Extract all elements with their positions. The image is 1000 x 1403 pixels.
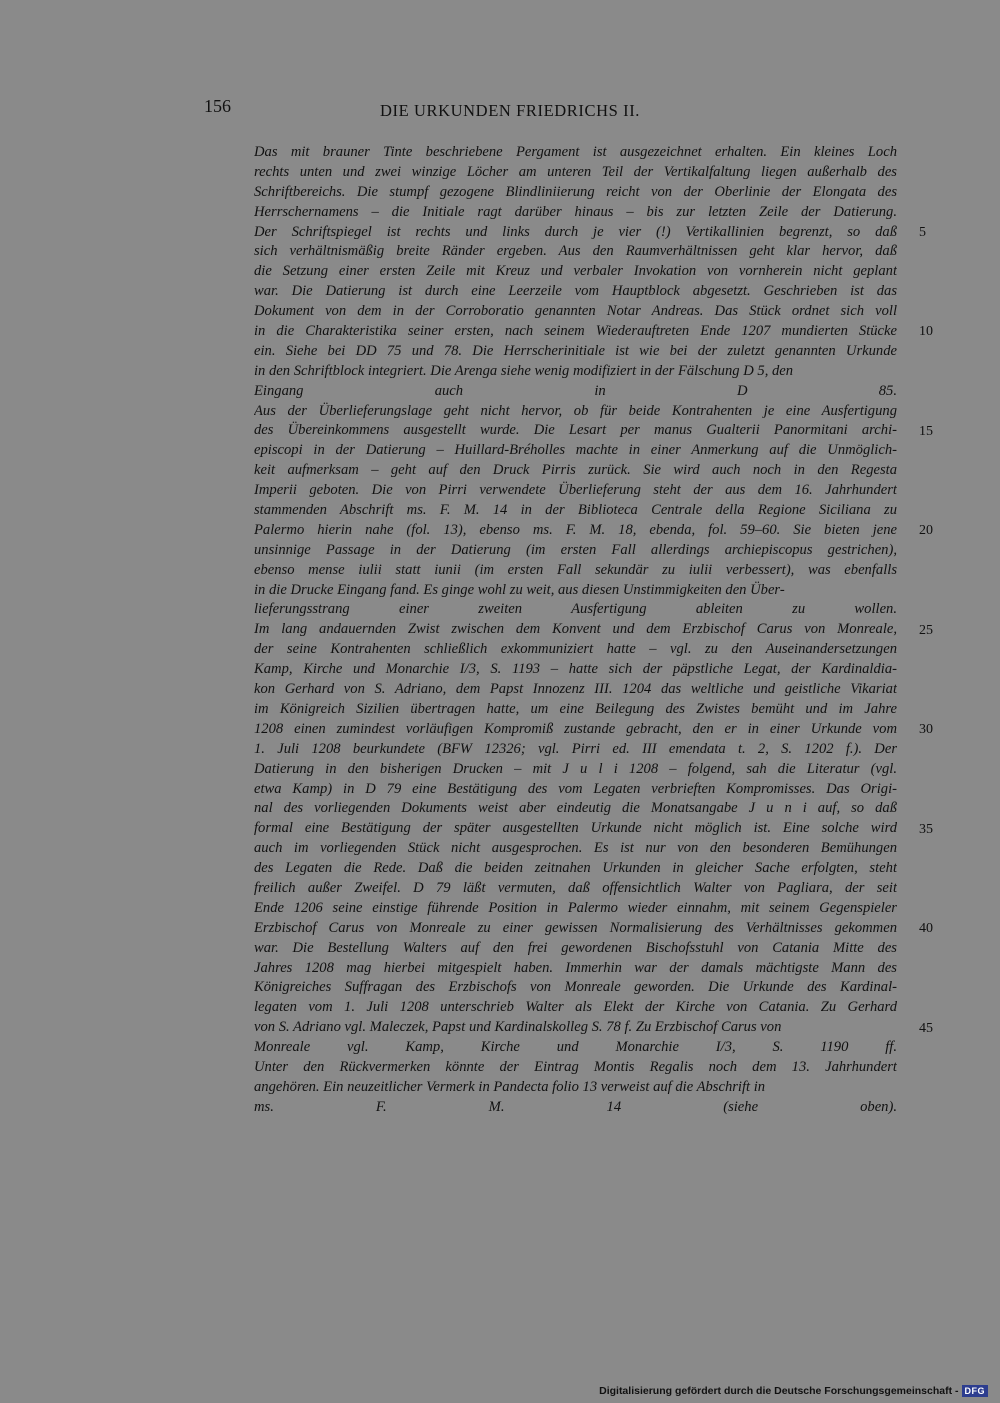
text-line: rechts unten und zwei winzige Löcher am unteren Teil der Vertikalfaltung liegen außerhalb des [254,163,897,180]
text-line: im Königreich Sizilien übertragen hatte, um eine Beilegung des Zwistes bemüht und im Jahre [254,700,897,717]
text-line: des Übereinkommens ausgestellt wurde. Die Lesart per manus Gualterii Panormitani archi- [254,422,897,439]
text-line: Im lang andauernden Zwist zwischen dem Konvent und dem Erzbischof Carus von Monreale, [254,621,897,638]
text-line: formal eine Bestätigung der später ausgestellten Urkunde nicht möglich ist. Eine solche wird [254,820,897,837]
line-number: 20 [919,523,933,539]
text-line: Der Schriftspiegel ist rechts und links durch je vier (!) Vertikallinien begrenzt, so daß [254,223,897,240]
running-head: DIE URKUNDEN FRIEDRICHS II. [380,101,641,120]
line-number: 40 [919,921,933,937]
line-number: 25 [919,622,933,638]
text-line: Aus der Überlieferungslage geht nicht hervor, ob für beide Kontrahenten je eine Ausfertigung [254,402,897,419]
text-line: ms. F. M. 14 (siehe oben). [254,1098,897,1115]
text-line: auch im vorliegenden Stück nicht ausgesprochen. Es ist nur von den besonderen Bemühungen [254,840,897,857]
footer-credit [599,1385,988,1397]
line-number: 5 [919,224,926,240]
text-line: in die Charakteristika seiner ersten, nach seinem Wiederauftreten Ende 1207 mundierten Stücke [254,323,897,340]
text-line: keit aufmerksam – geht auf den Druck Pirris zurück. Sie wird auch noch in den Regesta [254,462,897,479]
text-line: war. Die Bestellung Walters auf den frei gewordenen Bischofsstuhl von Catania Mitte des [254,939,897,956]
text-line: Herrschernamens – die Initiale ragt darüber hinaus – bis zur letzten Zeile der Datierung. [254,203,897,220]
text-line: Jahres 1208 mag hierbei mitgespielt haben. Immerhin war der damals mächtigste Mann des [254,959,897,976]
text-line: in den Schriftblock integriert. Die Arenga siehe wenig modifiziert in der Fälschung D 5, den [254,362,794,379]
line-number: 35 [919,821,933,837]
text-line: der seine Kontrahenten schließlich exkommuniziert hatte – vgl. zu den Auseinandersetzungen [254,641,897,658]
text-line: von S. Adriano vgl. Maleczek, Papst und Kardinalskolleg S. 78 f. Zu Erzbischof Carus von [254,1019,782,1036]
text-line: sich verhältnismäßig breite Ränder ergeben. Aus den Raumverhältnissen geht klar hervor, daß [254,243,897,260]
page-number: 156 [204,96,231,116]
text-line: Ende 1206 seine einstige führende Position in Palermo wieder einnahm, mit seinem Gegenspieler [254,899,897,916]
text-line: Kamp, Kirche und Monarchie I/3, S. 1193 – hatte sich der päpstliche Legat, der Kardinaldia- [254,661,897,678]
text-line: Unter den Rückvermerken könnte der Eintrag Montis Regalis noch dem 13. Jahrhundert [254,1058,897,1075]
text-line: Dokument von dem in der Corroboratio genannten Notar Andreas. Das Stück ordnet sich voll [254,303,897,320]
line-number: 15 [919,423,933,439]
line-number: 10 [919,324,933,340]
text-line: ein. Siehe bei DD 75 und 78. Die Herrscherinitiale ist wie bei der zuletzt genannten Urkunde [254,342,897,359]
text-line: Palermo hierin nahe (fol. 13), ebenso ms. F. M. 18, ebenda, fol. 59–60. Sie bieten jene [254,521,897,538]
text-line: Monreale vgl. Kamp, Kirche und Monarchie I/3, S. 1190 ff. [254,1039,897,1056]
text-line: stammenden Abschrift ms. F. M. 14 in der Biblioteca Centrale della Regione Siciliana zu [254,502,897,519]
text-line: angehören. Ein neuzeitlicher Vermerk in Pandecta folio 13 verweist auf die Abschrift in [254,1078,766,1095]
text-line: legaten vom 1. Juli 1208 unterschrieb Walter als Elekt der Kirche von Catania. Zu Gerhard [254,999,897,1016]
text-line: 1208 einen zumindest vorläufigen Kompromiß zustande gebracht, den er in einer Urkunde vom [254,720,897,737]
text-line: Imperii geboten. Die von Pirri verwendete Überlieferung steht der aus dem 16. Jahrhundert [254,482,897,499]
text-line: war. Die Datierung ist durch eine Leerzeile vom Hauptblock abgesetzt. Geschrieben ist das [254,283,897,300]
text-line: kon Gerhard von S. Adriano, dem Papst Innozenz III. 1204 das weltliche und geistliche Vikariat [254,681,897,698]
text-line: Erzbischof Carus von Monreale zu einer gewissen Normalisierung des Verhältnisses gekommen [254,919,897,936]
line-number: 45 [919,1020,933,1036]
footer-text: Digitalisierung gefördert durch die Deutsche Forschungsgemeinschaft - [599,1385,959,1397]
text-line: nal des vorliegenden Dokuments weist aber eindeutig die Monatsangabe J u n i auf, so daß [254,800,897,817]
dfg-logo: DFG [962,1385,989,1397]
text-line: unsinnige Passage in der Datierung (im ersten Fall allerdings archiepiscopus gestrichen), [254,541,897,558]
text-line: in die Drucke Eingang fand. Es ginge wohl zu weit, aus diesen Unstimmigkeiten den Über- [254,581,785,598]
text-line: Schriftbereichs. Die stumpf gezogene Blindliniierung reicht von der Oberlinie der Elongata des [254,183,897,200]
text-line: des Legaten die Rede. Daß die beiden zeitnahen Urkunden in gleicher Sache erfolgten, steht [254,860,897,877]
text-line: Datierung in den bisherigen Drucken – mit J u l i 1208 – folgend, sah die Literatur (vgl. [254,760,897,777]
text-line: Eingang auch in D 85. [254,382,897,399]
body-text [254,143,897,1118]
text-line: lieferungsstrang einer zweiten Ausfertigung ableiten zu wollen. [254,601,897,618]
text-line: Das mit brauner Tinte beschriebene Pergament ist ausgezeichnet erhalten. Ein kleines Loch [254,144,897,160]
text-line: Königreiches Suffragan des Erzbischofs von Monreale geworden. Die Urkunde des Kardinal- [254,979,897,996]
text-line: etwa Kamp) in D 79 eine Bestätigung des vom Legaten verbrieften Kompromisses. Das Origi- [254,780,897,797]
text-line: 1. Juli 1208 beurkundete (BFW 12326; vgl. Pirri ed. III emendata t. 2, S. 1202 f.). Der [254,740,897,757]
text-line: ebenso mense iulii statt iunii (im ersten Fall sekundär zu iulii verbessert), was ebenfalls [254,561,897,578]
line-number: 30 [919,722,933,738]
text-line: die Setzung einer ersten Zeile mit Kreuz und verbaler Invokation von vornherein nicht geplant [254,263,897,280]
text-line: episcopi in der Datierung – Huillard-Bréholles machte in einer Anmerkung auf die Unmöglich- [254,442,897,459]
text-line: freilich außer Zweifel. D 79 läßt vermuten, daß offensichtlich Walter von Pagliara, der seit [254,879,897,896]
